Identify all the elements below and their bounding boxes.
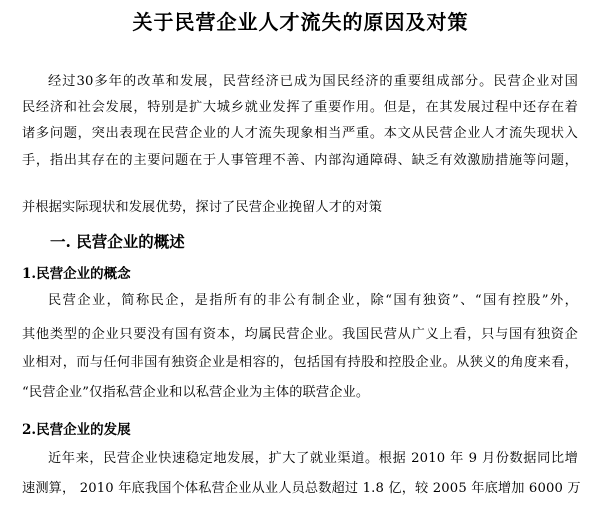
subsection-heading-concept: 1.民营企业的概念 bbox=[22, 266, 131, 282]
concept-line-4: “民营企业”仅指私营企业和以私营企业为主体的联营企业。 bbox=[22, 385, 370, 400]
concept-line-2: 其他类型的企业只要没有国有资本，均属民营企业。我国民营从广义上看，只与国有独资企 bbox=[22, 327, 578, 342]
abstract-line-4: 手，指出其存在的主要问题在于人事管理不善、内部沟通障碍、缺乏有效激励措施等问题， bbox=[22, 153, 578, 168]
development-line-2: 速测算， 2010 年底我国个体私营企业从业人员总数超过 1.8 亿，较 2005 年底增加 6000 万 bbox=[22, 481, 581, 496]
abstract-line-5: 并根据实际现状和发展优势，探讨了民营企业挽留人才的对策 bbox=[22, 200, 383, 215]
section-heading-overview: 一. 民营企业的概述 bbox=[50, 232, 185, 251]
concept-line-1: 民营企业，简称民企，是指所有的非公有制企业，除“国有独资”、“国有控股”外， bbox=[48, 293, 578, 308]
document-title: 关于民营企业人才流失的原因及对策 bbox=[132, 10, 469, 34]
subsection-heading-development: 2.民营企业的发展 bbox=[22, 422, 131, 438]
abstract-line-2: 民经济和社会发展，特别是扩大城乡就业发挥了重要作用。但是，在其发展过程中还存在着 bbox=[22, 100, 578, 115]
abstract-line-3: 诸多问题，突出表现在民营企业的人才流失现象相当严重。本文从民营企业人才流失现状入 bbox=[22, 126, 578, 141]
concept-line-3: 业相对，而与任何非国有独资企业是相容的，包括国有持股和控股企业。从狭义的角度来看， bbox=[22, 355, 578, 370]
abstract-line-1: 经过30多年的改革和发展，民营经济已成为国民经济的重要组成部分。民营企业对国 bbox=[48, 74, 578, 89]
development-line-1: 近年来，民营企业快速稳定地发展，扩大了就业渠道。根据 2010 年 9 月份数据同比增 bbox=[48, 451, 578, 466]
